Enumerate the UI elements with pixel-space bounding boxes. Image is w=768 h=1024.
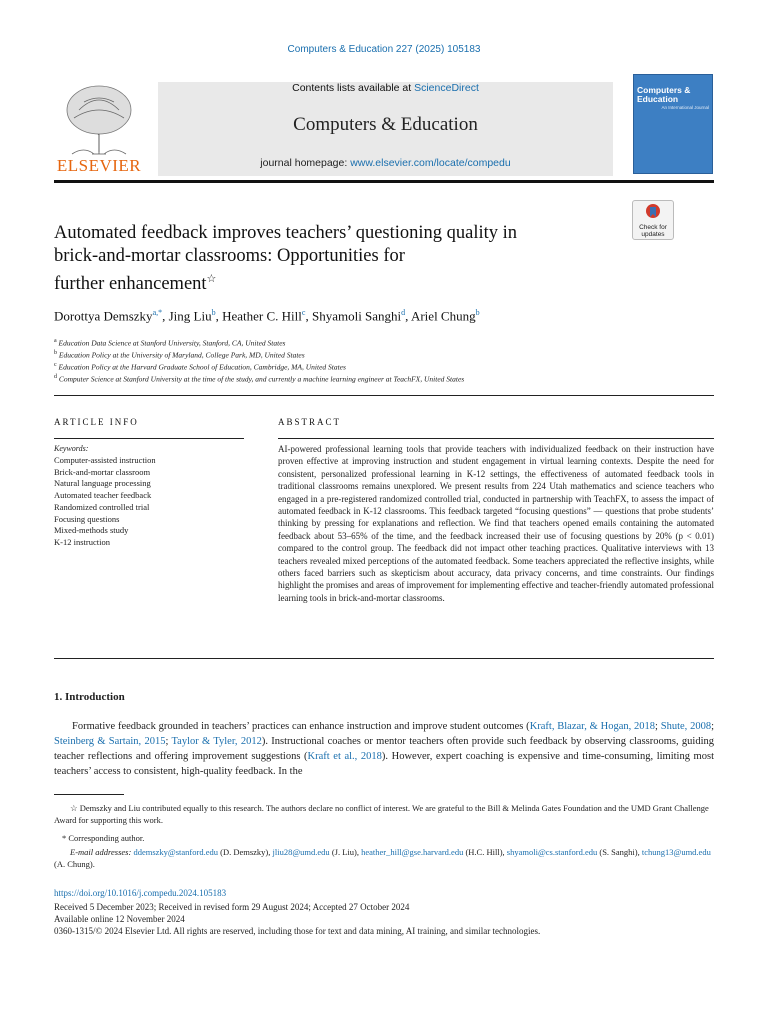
intro-text: ). Instructional coaches or mentor teachers often provide such feedback by observing classrooms, guiding teacher reflections and offering improvement suggestions ( bbox=[54, 736, 714, 762]
cover-subtitle: An International Journal bbox=[661, 105, 709, 110]
author-affiliation-mark[interactable]: c bbox=[301, 308, 306, 317]
author-separator: , bbox=[162, 308, 169, 324]
keyword-item: Natural language processing bbox=[54, 478, 151, 489]
email-owner: (H.C. Hill), bbox=[465, 847, 507, 857]
keyword-item: Automated teacher feedback bbox=[54, 490, 152, 501]
email-link[interactable]: shyamoli@cs.stanford.edu bbox=[506, 847, 598, 857]
footnote-rule bbox=[54, 794, 124, 795]
article-title-line-3 bbox=[54, 268, 614, 296]
article-info-heading: ARTICLE INFO bbox=[54, 417, 139, 427]
email-owner: (A. Chung). bbox=[54, 859, 95, 869]
affiliation-text: Education Data Science at Stanford University, Stanford, CA, United States bbox=[58, 338, 286, 348]
section-rule bbox=[54, 395, 714, 396]
author-list bbox=[54, 308, 674, 324]
abstract-rule bbox=[278, 438, 714, 439]
bookmark-icon bbox=[645, 203, 661, 223]
author-name: Shyamoli Sanghi bbox=[311, 308, 402, 324]
author-affiliation-mark[interactable]: b bbox=[211, 308, 216, 317]
author-separator: , bbox=[405, 308, 411, 324]
sciencedirect-link[interactable]: ScienceDirect bbox=[414, 82, 479, 94]
abstract-bottom-rule bbox=[54, 658, 714, 659]
keyword-item: Focusing questions bbox=[54, 513, 120, 524]
affiliation-key: d bbox=[54, 374, 57, 380]
journal-name: Computers & Education bbox=[293, 114, 478, 135]
article-title-line-3-text: further enhancement bbox=[54, 274, 207, 295]
affiliation bbox=[54, 372, 734, 385]
email-link[interactable]: ddemszky@stanford.edu bbox=[133, 847, 218, 857]
introduction-paragraph bbox=[54, 719, 714, 779]
funding-footnote bbox=[54, 802, 714, 826]
online-date: Available online 12 November 2024 bbox=[54, 914, 185, 924]
received-dates: Received 5 December 2023; Received in revised form 29 August 2024; Accepted 27 October 2024 bbox=[54, 902, 410, 912]
intro-text: ; bbox=[165, 736, 172, 747]
abstract-text: AI-powered professional learning tools that provide teachers with individualized feedback on their instruction have proven effective at improving instruction and student engagement in virtual learning contexts. Despite the need for consistent, personalized professional learning in K-12 settings, the effectiveness of automated feedback tools in traditional classrooms remains unexplored. We present results from 224 Utah mathematics and science teachers who engaged in a pre-registered randomized controlled trial, conducted in partnership with TeachFX, to assess the impact of automated feedback in K-12 classrooms. This feedback targeted “focusing questions” — questions that probe students’ thinking by pressing for explanations and reflection. We find that teachers opened emails containing the automated feedback about 53–65% of the time, and the feedback increased their use of focusing questions by 20% (p < 0.01) compared to the control group. The feedback did not impact other teaching practices. Qualitative interviews with 13 teachers revealed mixed perceptions of the automated feedback. Some teachers appreciated the reflective insights, while others faced barriers such as skepticism about accuracy, data privacy concerns, and time constraints. Our findings highlight the promises and areas of improvement for implementing effective and teacher-friendly automated professional learning tools in brick-and-mortar classrooms. bbox=[278, 444, 714, 603]
keywords-label: Keywords: bbox=[54, 444, 89, 453]
article-info-rule bbox=[54, 438, 244, 439]
affiliation-text: Education Policy at the Harvard Graduate School of Education, Cambridge, MA, United States bbox=[58, 362, 346, 372]
affiliation bbox=[54, 336, 734, 349]
intro-text: ). However, expert coaching is expensive and time-consuming, limiting most teachers’ access to consistent, high-quality feedback. In the bbox=[54, 751, 714, 777]
footnote-text: Demszky and Liu contributed equally to this research. The authors declare no conflict of interest. We are grateful to the Bill & Melinda Gates Foundation and the UMD Grant Challenge Award for supporting this work. bbox=[54, 803, 709, 825]
keyword-item: Computer-assisted instruction bbox=[54, 455, 156, 465]
doi-link[interactable]: https://doi.org/10.1016/j.compedu.2024.105183 bbox=[54, 888, 227, 898]
affiliation-text: Computer Science at Stanford University at the time of the study, and currently a machine learning engineer at TeachFX, United States bbox=[58, 374, 465, 384]
affiliation bbox=[54, 360, 734, 373]
cover-title: Computers & Education bbox=[637, 85, 691, 104]
author-name: Jing Liu bbox=[168, 308, 212, 324]
journal-homepage-link[interactable]: www.elsevier.com/locate/compedu bbox=[350, 157, 511, 169]
check-for-updates-label: Check for updates bbox=[639, 224, 667, 238]
email-link[interactable]: jliu28@umd.edu bbox=[272, 847, 330, 857]
author-affiliation-mark[interactable]: d bbox=[401, 308, 406, 317]
email-footnote bbox=[54, 846, 714, 870]
footnote-mark: ☆ bbox=[70, 803, 78, 813]
corresponding-footnote bbox=[62, 832, 722, 844]
homepage-prefix: journal homepage: bbox=[260, 157, 351, 169]
intro-text: ; bbox=[711, 721, 715, 732]
author-affiliation-mark[interactable]: b bbox=[475, 308, 480, 317]
citation-link[interactable]: Steinberg & Sartain, 2015 bbox=[54, 736, 166, 747]
email-owner: (J. Liu), bbox=[331, 847, 362, 857]
contents-line bbox=[158, 82, 613, 94]
affiliation-key: b bbox=[54, 350, 57, 356]
keyword-item: K-12 instruction bbox=[54, 536, 110, 547]
email-link[interactable]: tchung13@umd.edu bbox=[641, 847, 711, 857]
intro-text: Formative feedback grounded in teachers’ practices can enhance instruction and improve student outcomes ( bbox=[72, 721, 530, 732]
introduction-heading: 1. Introduction bbox=[54, 691, 125, 703]
author-separator: , bbox=[305, 308, 312, 324]
author-affiliation-mark[interactable]: a,* bbox=[152, 308, 163, 317]
citation-link[interactable]: Taylor & Tyler, 2012 bbox=[171, 736, 262, 747]
email-owner: (D. Demszky), bbox=[220, 847, 273, 857]
copyright-notice: 0360-1315/© 2024 Elsevier Ltd. All rights are reserved, including those for text and data mining, AI training, and similar technologies. bbox=[54, 926, 541, 936]
affiliation-key: c bbox=[54, 362, 57, 368]
affiliation-key: a bbox=[54, 338, 57, 344]
citation-link[interactable]: Kraft, Blazar, & Hogan, 2018 bbox=[529, 721, 656, 732]
keyword-item: Randomized controlled trial bbox=[54, 501, 150, 512]
article-title bbox=[54, 222, 614, 296]
author-separator: , bbox=[215, 308, 223, 324]
article-title-line-1: Automated feedback improves teachers’ questioning quality in bbox=[54, 223, 518, 243]
footnote-mark: * bbox=[62, 833, 67, 843]
journal-citation-link[interactable]: Computers & Education 227 (2025) 105183 bbox=[287, 44, 481, 55]
abstract-heading: ABSTRACT bbox=[278, 417, 342, 427]
homepage-line bbox=[158, 157, 613, 169]
author-name: Ariel Chung bbox=[410, 308, 476, 324]
affiliation-text: Education Policy at the University of Maryland, College Park, MD, United States bbox=[58, 350, 305, 360]
elsevier-wordmark: ELSEVIER bbox=[56, 156, 142, 175]
keyword-item: Mixed-methods study bbox=[54, 525, 129, 536]
affiliation bbox=[54, 348, 734, 361]
keywords-list bbox=[54, 455, 254, 549]
author-name: Dorottya Demszky bbox=[54, 308, 153, 324]
header-rule bbox=[54, 180, 714, 183]
intro-text: ; bbox=[655, 721, 661, 732]
email-label: E-mail addresses: bbox=[70, 847, 132, 857]
footnote-text: Corresponding author. bbox=[68, 833, 145, 843]
article-title-line-2: brick-and-mortar classrooms: Opportunities for bbox=[54, 246, 405, 266]
email-link[interactable]: heather_hill@gse.harvard.edu bbox=[361, 847, 464, 857]
keyword-item: Brick-and-mortar classroom bbox=[54, 466, 151, 477]
citation-link[interactable]: Kraft et al., 2018 bbox=[307, 751, 382, 762]
citation-link[interactable]: Shute, 2008 bbox=[660, 721, 712, 732]
title-footnote-mark[interactable]: ☆ bbox=[206, 273, 217, 285]
email-owner: (S. Sanghi), bbox=[599, 847, 642, 857]
contents-prefix: Contents lists available at bbox=[292, 82, 415, 94]
author-name: Heather C. Hill bbox=[222, 308, 302, 324]
